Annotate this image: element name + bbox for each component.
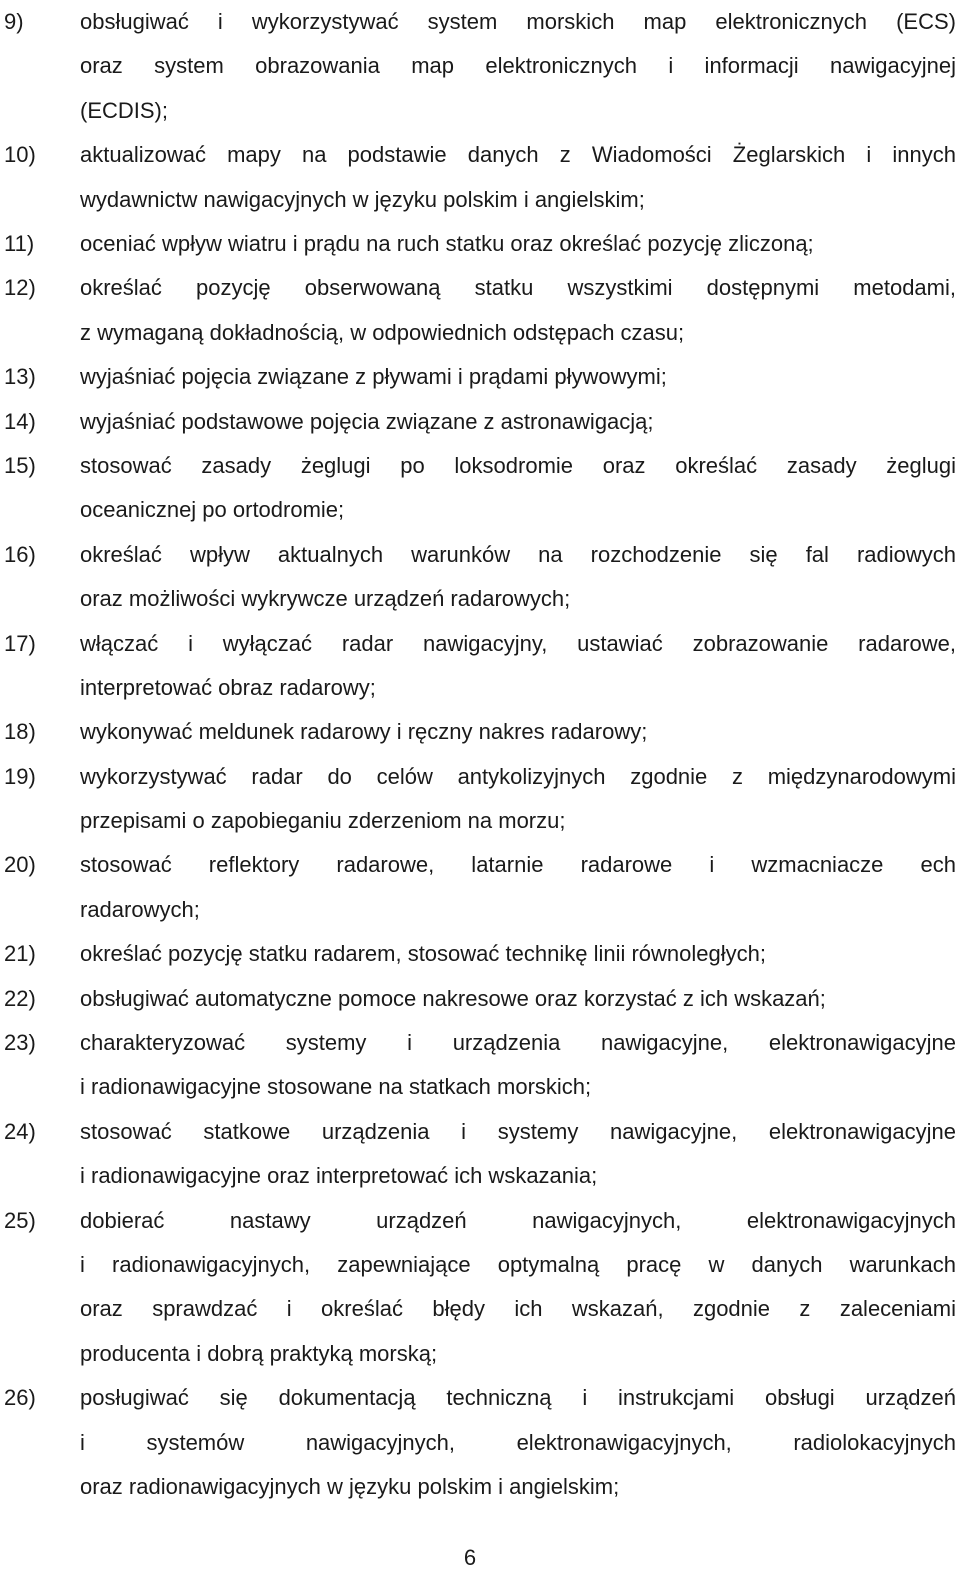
text-line: interpretować obraz radarowy;	[80, 674, 376, 700]
text-line: stosować reflektory radarowe, latarnie radarowe i wzmacniacze ech	[80, 852, 956, 878]
text-line: aktualizować mapy na podstawie danych z Wiadomości Żeglarskich i innych	[80, 142, 956, 168]
text-line: oceanicznej po ortodromie;	[80, 497, 345, 523]
list-item-number: 21)	[4, 941, 36, 967]
text-line: wydawnictw nawigacyjnych w języku polskim i angielskim;	[80, 186, 645, 212]
list-item	[0, 1021, 960, 1110]
text-line: dobierać nastawy urządzeń nawigacyjnych, elektronawigacyjnych	[80, 1207, 956, 1233]
list-item	[0, 266, 960, 355]
list-item	[0, 843, 960, 932]
list-item-text	[80, 977, 956, 1021]
list-item	[0, 0, 960, 133]
text-line: wyjaśniać podstawowe pojęcia związane z astronawigacją;	[80, 408, 654, 434]
list-item-text	[80, 1376, 956, 1509]
text-line: posługiwać się dokumentacją techniczną i instrukcjami obsługi urządzeń	[80, 1385, 956, 1411]
text-line: określać pozycję statku radarem, stosować technikę linii równoległych;	[80, 941, 766, 967]
list-item-text	[80, 1021, 956, 1110]
list-item	[0, 400, 960, 444]
list-item-number: 25)	[4, 1207, 36, 1233]
text-line: określać pozycję obserwowaną statku wszystkimi dostępnymi metodami,	[80, 275, 956, 301]
text-line: określać wpływ aktualnych warunków na rozchodzenie się fal radiowych	[80, 541, 956, 567]
list-item-number: 9)	[4, 9, 24, 34]
text-line: radarowych;	[80, 896, 200, 922]
list-item-number: 12)	[4, 275, 36, 301]
list-item-text	[80, 755, 956, 844]
list-item-text	[80, 222, 956, 266]
text-line: wyjaśniać pojęcia związane z pływami i prądami pływowymi;	[80, 364, 667, 390]
list-item-number: 23)	[4, 1030, 36, 1056]
list-item-text	[80, 932, 956, 976]
list-item-number: 11)	[4, 230, 35, 256]
list-item-text	[80, 133, 956, 222]
text-line: (ECDIS);	[80, 97, 168, 123]
list-item-text	[80, 0, 956, 133]
text-line: i radionawigacyjne oraz interpretować ich wskazania;	[80, 1163, 598, 1189]
list-item	[0, 622, 960, 711]
list-item-number: 18)	[4, 719, 36, 745]
text-line: oraz sprawdzać i określać błędy ich wskazań, zgodnie z zaleceniami	[80, 1296, 956, 1322]
text-line: wykorzystywać radar do celów antykolizyjnych zgodnie z międzynarodowymi	[80, 763, 956, 789]
text-line: oraz radionawigacyjnych w języku polskim i angielskim;	[80, 1473, 620, 1499]
list-item	[0, 755, 960, 844]
list-item-text	[80, 355, 956, 399]
list-item-number: 22)	[4, 985, 36, 1011]
text-line: stosować zasady żeglugi po loksodromie oraz określać zasady żeglugi	[80, 452, 956, 478]
list-item-text	[80, 710, 956, 754]
text-line: oceniać wpływ wiatru i prądu na ruch statku oraz określać pozycję zliczoną;	[80, 230, 814, 256]
page-number: 6	[463, 1545, 477, 1570]
list-item-number: 17)	[4, 630, 36, 656]
list-item-number: 20)	[4, 852, 36, 878]
list-item-text	[80, 400, 956, 444]
list-item-number: 15)	[4, 452, 36, 478]
text-line: obsługiwać automatyczne pomoce nakresowe oraz korzystać z ich wskazań;	[80, 985, 826, 1011]
list-item-text	[80, 1199, 956, 1377]
list-item	[0, 932, 960, 976]
text-line: stosować statkowe urządzenia i systemy nawigacyjne, elektronawigacyjne	[80, 1118, 956, 1144]
list-item	[0, 1199, 960, 1377]
text-line: oraz możliwości wykrywcze urządzeń radarowych;	[80, 586, 571, 612]
list-item-text	[80, 266, 956, 355]
list-item-text	[80, 622, 956, 711]
list-item	[0, 977, 960, 1021]
list-item	[0, 355, 960, 399]
list-item	[0, 533, 960, 622]
list-item-number: 14)	[4, 408, 36, 434]
list-item-number: 19)	[4, 763, 36, 789]
list-item-number: 26)	[4, 1385, 36, 1411]
list-item	[0, 1376, 960, 1509]
text-line: z wymaganą dokładnością, w odpowiednich odstępach czasu;	[80, 319, 685, 345]
list-item-number: 10)	[4, 142, 36, 168]
list-item-text	[80, 843, 956, 932]
text-line: producenta i dobrą praktyką morską;	[80, 1340, 438, 1366]
text-line: oraz system obrazowania map elektronicznych i informacji nawigacyjnej	[80, 53, 956, 79]
text-line: i systemów nawigacyjnych, elektronawigacyjnych, radiolokacyjnych	[80, 1429, 956, 1455]
text-line: obsługiwać i wykorzystywać system morskich map elektronicznych (ECS)	[80, 9, 956, 34]
text-line: włączać i wyłączać radar nawigacyjny, ustawiać zobrazowanie radarowe,	[80, 630, 956, 656]
text-line: wykonywać meldunek radarowy i ręczny nakres radarowy;	[80, 719, 648, 745]
list-item-text	[80, 533, 956, 622]
list-item-text	[80, 444, 956, 533]
list-item-number: 13)	[4, 364, 36, 390]
text-line: przepisami o zapobieganiu zderzeniom na morzu;	[80, 808, 566, 834]
list-item-text	[80, 1110, 956, 1199]
text-line: charakteryzować systemy i urządzenia nawigacyjne, elektronawigacyjne	[80, 1030, 956, 1056]
list-item	[0, 222, 960, 266]
text-line: i radionawigacyjne stosowane na statkach morskich;	[80, 1074, 592, 1100]
list-item-number: 16)	[4, 541, 36, 567]
text-line: i radionawigacyjnych, zapewniające optymalną pracę w danych warunkach	[80, 1252, 956, 1278]
list-item	[0, 444, 960, 533]
list-item	[0, 1110, 960, 1199]
list-item-number: 24)	[4, 1118, 36, 1144]
list-item	[0, 710, 960, 754]
list-item	[0, 133, 960, 222]
